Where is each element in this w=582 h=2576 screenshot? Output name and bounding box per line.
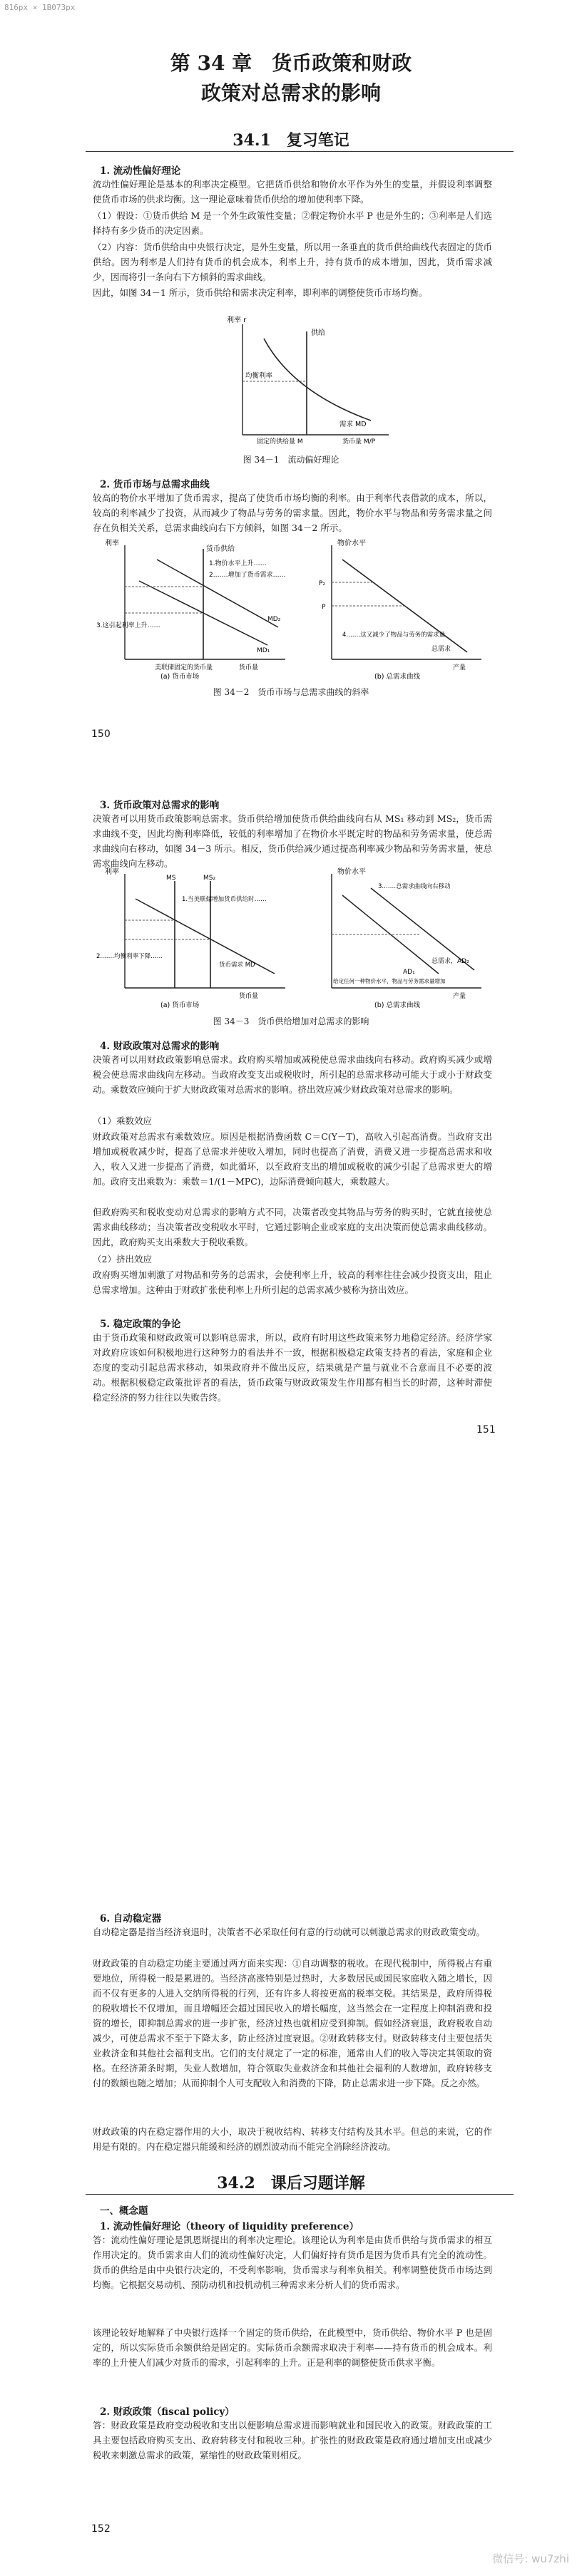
heading-liquidity: 1. 流动性偏好理论 <box>100 165 181 177</box>
demand-curve <box>264 339 371 421</box>
note: 3.这引起利率上升…… <box>96 622 160 629</box>
term-liquidity: 1. 流动性偏好理论（theory of liquidity preference） <box>100 2221 359 2232</box>
ad2-label: 总需求，AD₂ <box>432 958 469 965</box>
para: 该理论较好地解释了中央银行选择一个固定的货币供给，在此模型中，货币供给、物价水平 P 也是固定的，所以实际货币余额供给是固定的。实际货币余额需求取决于利率——持有货币的机会成本。利率的上升使人们减少对货币的需求，引起利率的上升。正是利率的调整使货币供求平衡。 <box>93 2327 492 2368</box>
heading-money-market: 2. 货币市场与总需求曲线 <box>100 479 210 490</box>
note: 给定任何一种物价水平，物品与劳务需求量增加 <box>333 978 446 984</box>
heading-auto-stabilizers: 6. 自动稳定器 <box>100 1913 162 1925</box>
note: 3.……总需求曲线向右移动 <box>378 883 451 890</box>
note: 2.……增加了货币需求…… <box>209 572 286 579</box>
demand-label: 需求 MD <box>340 421 367 428</box>
section-rule <box>86 2194 514 2195</box>
page-number: 151 <box>476 1424 496 1436</box>
caption-34-2: 图 34－2 货币市场与总需求曲线的斜率 <box>213 687 369 697</box>
section-title-34-2: 34.2 课后习题详解 <box>217 2174 365 2193</box>
para: 因此，如图 34－1 所示，货币供给和需求决定利率，即利率的调整使货币市场均衡。 <box>93 287 428 298</box>
md2-label: MD₂ <box>267 616 281 623</box>
para: 答：财政政策是政府变动税收和支出以便影响总需求进而影响就业和国民收入的政策。财政政策的工具主要包括政府购买支出、政府转移支付和税收三种。扩张性的财政政策是政府通过增加支出或减少税收来刺激总需求的政策，紧缩性的财政政策则相反。 <box>93 2420 492 2461</box>
para: 自动稳定器是指当经济衰退时，决策者不必采取任何有意的行动就可以刺激总需求的财政政策变动。 <box>93 1927 486 1937</box>
chapter-title-line1: 第 34 章 货币政策和财政 <box>170 51 412 75</box>
y-label: 利率 <box>105 540 119 547</box>
heading-stabilization: 5. 稳定政策的争论 <box>100 1319 181 1330</box>
fixed-label: 美联储固定的货币量 <box>155 664 213 671</box>
ms1-label: MS <box>166 875 176 882</box>
y-label: 物价水平 <box>337 868 366 876</box>
note: 2.……均衡利率下降…… <box>96 953 163 960</box>
para: 由于货币政策和财政政策可以影响总需求，所以，政府有时用这些政策来努力地稳定经济。经济学家对政府应该如何积极地进行这种努力的看法并不一致，根据积极稳定政策支持者的看法，家庭和企业态度的变动引起总需求移动，如果政府并不做出反应，结果就是产量与就业不合意而且不必要的波动。根据积极稳定政策批评者的看法，货币政策与财政政策发生作用都有相当长的时滞，这种时滞使稳定经济的努力往往以失败告终。 <box>93 1332 492 1403</box>
note: 1.当美联储增加货币供给时…… <box>182 896 267 903</box>
sub-caption-a: (a) 货币市场 <box>160 1001 200 1009</box>
para: 财政政策对总需求有乘数效应。原因是根据消费函数 C＝C(Y－T)，高收入引起高消费。当政府支出增加或税收减少时，提高了总需求并使收入增加，同时也提高了消费，消费又进一步提高总需求和收入，收入又进一步提高了消费，如此循环，以至政府支出的增加或税收的减少引起了总需求更大的增加。政府支出乘数为：乘数＝1/(1－MPC)，边际消费倾向越大，乘数越大。 <box>93 1131 492 1187</box>
figure-34-1 <box>214 314 399 449</box>
y-label: 利率 r <box>227 316 247 324</box>
supply-label: 供给 <box>311 329 325 337</box>
p2-label: P₂ <box>319 580 326 587</box>
ad1-label: AD₁ <box>403 969 415 976</box>
x-label: 产量 <box>453 664 466 671</box>
sub-caption-a: (a) 货币市场 <box>160 673 200 681</box>
heading-concepts: 一、概念题 <box>100 2205 148 2217</box>
md-label: 货币需求 MD <box>219 962 255 969</box>
y-label: 利率 <box>105 868 119 876</box>
ms2-label: MS₂ <box>203 875 216 882</box>
para: （1）假设：①货币供给 M 是一个外生政策性变量；②假定物价水平 P 也是外生的；③利率是人们选择持有多少货币的决定因素。 <box>93 210 492 236</box>
sub-caption-b: (b) 总需求曲线 <box>374 673 420 681</box>
md2-line <box>157 560 278 627</box>
heading-fiscal-policy: 4. 财政政策对总需求的影响 <box>100 1041 220 1052</box>
term-fiscal: 2. 财政政策（fiscal policy） <box>100 2406 235 2418</box>
page-number: 150 <box>91 728 111 740</box>
mid-label: 固定的供给量 M <box>257 438 303 445</box>
x-label: 产量 <box>453 993 466 1000</box>
md1-label: MD₁ <box>257 647 270 654</box>
figure-34-2 <box>96 538 485 681</box>
note: 1.物价水平上升…… <box>209 560 267 567</box>
heading-monetary-policy: 3. 货币政策对总需求的影响 <box>100 800 220 811</box>
para: 财政政策的内在稳定器作用的大小，取决于税收结构、转移支付结构及其水平。但总的来说，它的作用是有限的。内在稳定器只能缓和经济的剧烈波动而不能完全消除经济波动。 <box>93 2126 492 2152</box>
caption-34-3: 图 34－3 货币供给增加对总需求的影响 <box>213 1016 369 1026</box>
para: 决策者可以用货币政策影响总需求。货币供给增加使货币供给曲线向右从 MS₁ 移动到 MS₂，货币需求曲线不变，因此均衡利率降低，较低的利率增加了在物价水平既定时的物品和劳务需求量，使总需求曲线向右移动，如图 34－3 所示。相反，货币供给减少通过提高利率减少物品和劳务需求量，使总需求曲线向左移动。 <box>93 813 492 869</box>
para: 流动性偏好理论是基本的利率决定模型。它把货币供给和物价水平作为外生的变量，并假设利率调整使货币市场的供求均衡。这一理论意味着货币供给的增加使利率下降。 <box>93 179 492 205</box>
dimensions-label: 816px × 1B073px <box>4 3 76 12</box>
para: （1）乘数效应 <box>93 1116 152 1126</box>
chapter-title-line2: 政策对总需求的影响 <box>200 81 381 105</box>
para: 政府购买增加刺激了对物品和劳务的总需求，会使利率上升，较高的利率往往会减少投资支出，阻止总需求增加。这种由于财政扩张使利率上升所引起的总需求减少被称为挤出效应。 <box>93 1269 492 1295</box>
caption-34-1: 图 34－1 流动偏好理论 <box>242 455 340 465</box>
p-label: P <box>322 604 326 611</box>
ad-label: 总需求 <box>432 646 451 653</box>
figure-34-3 <box>96 867 485 1009</box>
page-number: 152 <box>91 2523 111 2535</box>
x-label: 货币量 M/P <box>342 438 376 445</box>
sub-caption-b: (b) 总需求曲线 <box>374 1001 420 1009</box>
ms-label: 货币供给 <box>206 545 235 553</box>
para: （2）挤出效应 <box>93 1254 152 1264</box>
para: 较高的物价水平增加了货币需求，提高了使货币市场均衡的利率。由于利率代表借款的成本，所以，较高的利率减少了投资，从而减少了物品与劳务的需求量。因此，物价水平与物品和劳务需求量之间存在负相关关系，总需求曲线向右下方倾斜，如图 34－2 所示。 <box>93 493 492 533</box>
para: （2）内容：货币供给由中央银行决定，是外生变量，所以用一条垂直的货币供给曲线代表固定的货币供给。因为利率是人们持有货币的机会成本，利率上升，持有货币的成本增加，因此，货币需求减少，因而将引一条向右下方倾斜的需求曲线。 <box>93 242 492 282</box>
watermark: 微信号: wu7zhi <box>492 2552 569 2565</box>
para: 答：流动性偏好理论是凯恩斯提出的利率决定理论。该理论认为利率是由货币供给与货币需求的相互作用决定的。货币需求由人们的流动性偏好决定，人们偏好持有货币是因为货币具有完全的流动性。货币的供给是由中央银行决定的，不受利率影响，货币需求与利率负相关。利率调整使货币市场达到均衡。它根据交易动机、预防动机和投机动机三种需求来分析人们的货币需求。 <box>93 2235 492 2290</box>
x-label: 货币量 <box>239 993 259 1000</box>
para: 但政府购买和税收变动对总需求的影响方式不同，决策者改变其物品与劳务的购买时，它就直接使总需求曲线移动；当决策者改变税收水平时，它通过影响企业或家庭的支出决策而使总需求曲线移动。因此，政府购买支出乘数大于税收乘数。 <box>93 1207 492 1247</box>
para: 财政政策的自动稳定功能主要通过两方面来实现：①自动调整的税收。在现代税制中，所得税占有重要地位，所得税一般是累进的。当经济高涨特别是过热时，大多数居民或国民家庭收入随之增长，因而不仅有更多的人进入交纳所得税的行列，还有许多人将按更高的税率交税。其结果是，政府所得税的税收增长不仅增加，而且增幅还会超过国民收入的增长幅度，这当然会在一定程度上抑制消费和投资的增长，即抑制总需求的进一步扩张，经济过热也就相应受到抑制。假如经济衰退，政府税收自动减少，可使总需求不至于下降太多，防止经济过度衰退。②财政转移支付。财政转移支付主要包括失业救济金和其他社会福利支出。它们的支付规定了一定的标准，通常由人们的收入等决定其领取的资格。在经济萧条时期，失业人数增加，符合领取失业救济金和其他社会福利的人数增加，政府转移支付的数额也随之增加；从而抑制个人可支配收入和消费的下降，防止总需求进一步下降。反之亦然。 <box>93 1958 492 2088</box>
eq-label: 均衡利率 <box>245 372 273 380</box>
para: 决策者可以用财政政策影响总需求。政府购买增加或减税使总需求曲线向右移动。政府购买减少或增税会使总需求曲线向左移动。当政府改变支出或税收时，所引起的总需求移动可能大于或小于财政变动。乘数效应倾向于扩大财政政策对总需求的影响。挤出效应减少财政政策对总需求的影响。 <box>93 1054 492 1095</box>
section-title-34-1: 34.1 复习笔记 <box>233 131 349 150</box>
y-label: 物价水平 <box>337 540 366 547</box>
note: 4.……这又减少了物品与劳务的需求量 <box>342 632 446 639</box>
x-label: 货币量 <box>239 664 259 671</box>
section-rule <box>86 151 514 152</box>
